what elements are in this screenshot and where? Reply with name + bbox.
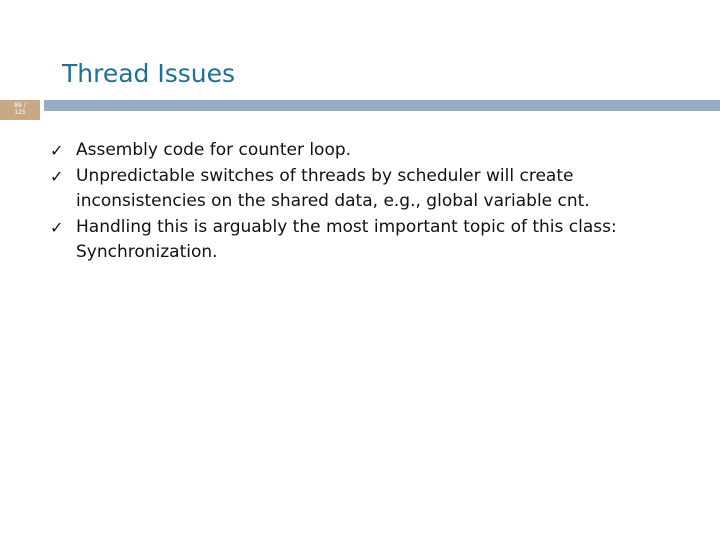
slide-number-total: 125: [14, 108, 26, 116]
title-divider-bar: [44, 100, 720, 111]
slide-number: [0, 100, 40, 120]
check-icon: ✓: [50, 217, 64, 237]
bullet-text: Assembly code for counter loop.: [76, 140, 352, 160]
bullet-text: Handling this is arguably the most important topic of this class: Synchronization.: [76, 216, 617, 262]
bullet-item: [50, 215, 690, 266]
slide-title: Thread Issues: [62, 59, 236, 88]
bullet-text: Unpredictable switches of threads by scheduler will create inconsistencies on the shared data, e.g., global variable cnt.: [76, 165, 590, 211]
check-icon: ✓: [50, 141, 64, 160]
check-icon: ✓: [50, 166, 64, 186]
slide-number-current: 89 /: [14, 102, 26, 109]
bullet-list: [50, 138, 690, 266]
bullet-item: [50, 138, 690, 164]
bullet-item: [50, 164, 690, 215]
